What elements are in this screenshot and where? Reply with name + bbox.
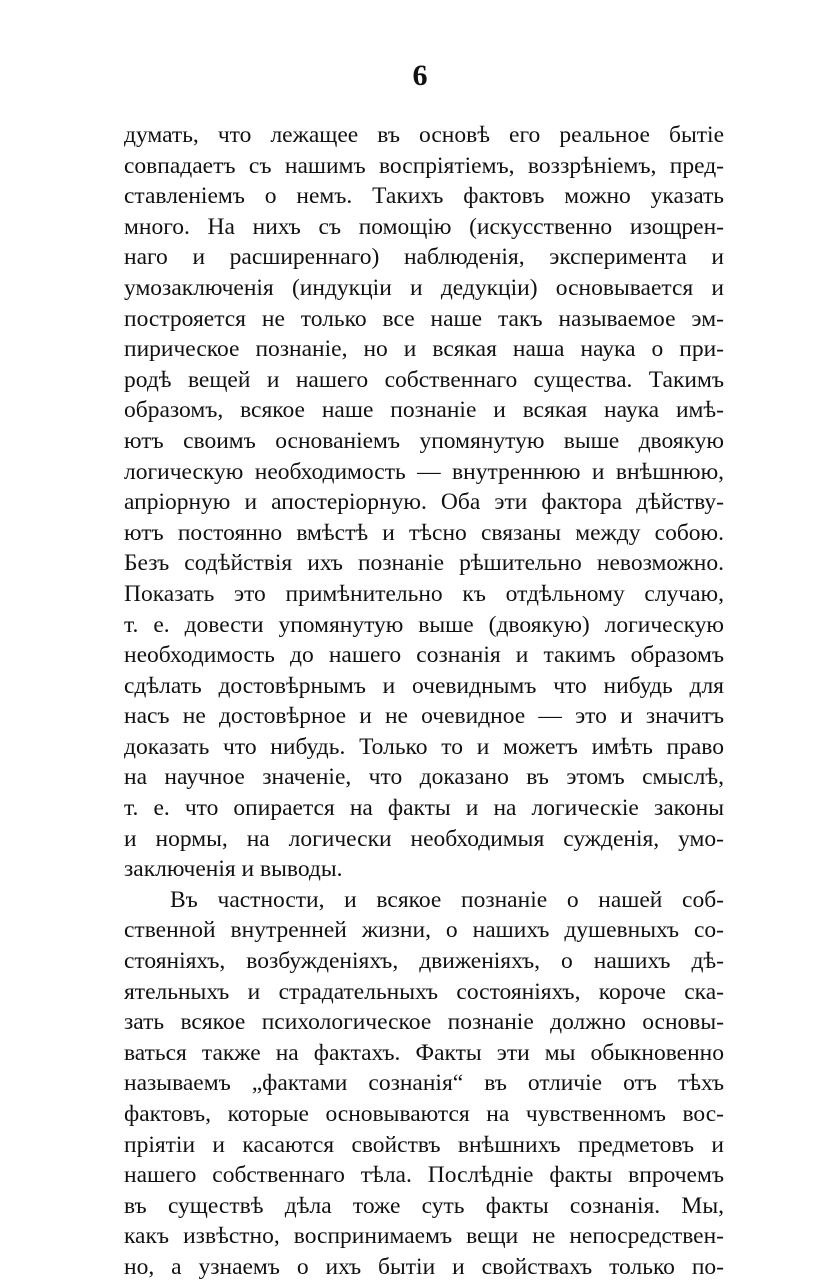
text-line: думать, что лежащее въ основѣ его реальное бытіе <box>124 122 724 148</box>
text-line: и нормы, на логически необходимыя сужденія, умо- <box>124 825 724 852</box>
text-line: совпадаетъ съ нашимъ воспріятіемъ, воззрѣніемъ, пред- <box>124 152 724 179</box>
text-line: нашего собственнаго тѣла. Послѣдніе факты впрочемъ <box>124 1162 724 1189</box>
text-line: умозаключенія (индукціи и дедукціи) основывается и <box>124 274 724 301</box>
text-line: на научное значеніе, что доказано въ этомъ смыслѣ, <box>124 764 724 791</box>
body-text <box>124 120 724 1283</box>
text-line: заключенія и выводы. <box>124 856 343 883</box>
text-line: сдѣлать достовѣрнымъ и очевиднымъ что нибудь для <box>124 672 724 699</box>
text-line: ставленіемъ о немъ. Такихъ фактовъ можно указать <box>124 183 724 210</box>
text-line: ственной внутренней жизни, о нашихъ душевныхъ со- <box>124 917 724 944</box>
text-line: много. На нихъ съ помощію (искусственно изощрен- <box>124 213 724 240</box>
page-number: 6 <box>412 59 428 92</box>
text-line: построяется не только все наше такъ называемое эм- <box>124 305 724 332</box>
text-line: Показать это примѣнительно къ отдѣльному случаю, <box>124 580 724 607</box>
text-line: ютъ постоянно вмѣстѣ и тѣсно связаны между собою. <box>124 519 724 546</box>
text-line: Безъ содѣйствія ихъ познаніе рѣшительно невозможно. <box>124 550 724 577</box>
text-line: доказать что нибудь. Только то и можетъ имѣть право <box>124 733 724 760</box>
text-line: въ существѣ дѣла тоже суть факты сознанія. Мы, <box>124 1192 724 1219</box>
text-line: стояніяхъ, возбужденіяхъ, движеніяхъ, о нашихъ дѣ- <box>124 948 724 975</box>
text-line: пріятіи и касаются свойствъ внѣшнихъ предметовъ и <box>124 1131 724 1158</box>
text-line: наго и расширеннаго) наблюденія, эксперимента и <box>124 244 724 271</box>
text-line: ютъ своимъ основаніемъ упомянутую выше двоякую <box>124 427 724 454</box>
text-line: ятельныхъ и страдательныхъ состояніяхъ, короче ска- <box>124 978 724 1005</box>
text-line: необходимость до нашего сознанія и такимъ образомъ <box>124 642 724 669</box>
text-line: насъ не достовѣрное и не очевидное — это и значитъ <box>124 703 724 730</box>
text-line: но, а узнаемъ о ихъ бытіи и свойствахъ только по- <box>124 1253 724 1280</box>
text-line: Въ частности, и всякое познаніе о нашей соб- <box>170 886 724 913</box>
paragraph-1 <box>124 120 724 885</box>
text-line: логическую необходимость — внутреннюю и внѣшнюю, <box>124 458 724 485</box>
text-line: образомъ, всякое наше познаніе и всякая наука имѣ- <box>124 397 724 424</box>
text-line: т. е. довести упомянутую выше (двоякую) логическую <box>124 611 724 638</box>
text-line: какъ извѣстно, воспринимаемъ вещи не непосредствен- <box>124 1223 724 1250</box>
text-line: ваться также на фактахъ. Факты эти мы обыкновенно <box>124 1039 724 1066</box>
text-line: пирическое познаніе, но и всякая наша наука о при- <box>124 336 724 363</box>
text-line: называемъ „фактами сознанія“ въ отличіе отъ тѣхъ <box>124 1070 724 1097</box>
text-line: т. е. что опирается на факты и на логическіе законы <box>124 795 724 822</box>
text-line: апріорную и апостеріорную. Оба эти фактора дѣйству- <box>124 489 724 516</box>
text-line: родѣ вещей и нашего собственнаго существа. Такимъ <box>124 366 724 393</box>
text-line: фактовъ, которые основываются на чувственномъ вос- <box>124 1101 724 1127</box>
paragraph-2 <box>124 885 724 1283</box>
text-line: зать всякое психологическое познаніе должно основы- <box>124 1009 724 1036</box>
